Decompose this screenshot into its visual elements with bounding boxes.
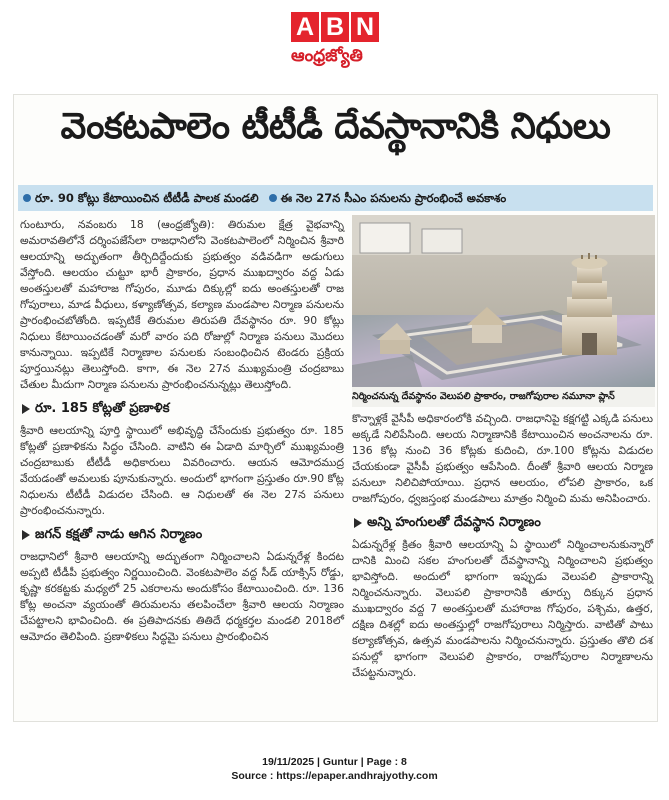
logo-letter-n: N bbox=[351, 12, 379, 42]
right-column bbox=[352, 411, 653, 683]
paragraph: శ్రీవారి ఆలయాన్ని పూర్తి స్థాయిలో అభివృద్ధి చేసేందుకు ప్రభుత్వం రూ. 185 కోట్లతో ప్రణాళికను సిద్ధం చేసింది. వాటిని ఈ ఏడాది మార్చిలో ముఖ్యమంత్రి చంద్రబాబుకు టీటీడీ అధికారులు వివరించారు. ఆయన ఆమోదముద్ర వేయడంతో అమలుకు పూనుకున్నారు. అందులో భాగంగా ప్రస్తుతం రూ.90 కోట్ల నిధులను టీటీడీ విడుదల చేసింది. ఆ నిధులతో ఈ నెల 27న పనులు ప్రారంభించనున్నారు. bbox=[20, 424, 344, 517]
temple-model-photo bbox=[352, 215, 655, 387]
article-headline: వెంకటపాలెం టీటీడీ దేవస్థానానికి నిధులు bbox=[60, 106, 611, 147]
photo-caption: నిర్మించనున్న దేవస్థానం వెలుపలి ప్రాకారం, రాజగోపురాల నమూనా ప్లాన్ bbox=[352, 387, 655, 407]
abn-andhrajyothy-logo bbox=[291, 12, 383, 82]
subheading bbox=[22, 399, 344, 419]
newspaper-clipping bbox=[13, 94, 658, 722]
paragraph: గుంటూరు, నవంబరు 18 (ఆంధ్రజ్యోతి): తిరుమల క్షేత్ర వైభవాన్ని అమరావతిలోనే దర్శింపజేసేలా రాజధానిలోని వెంకటపాలెంలో నిర్మించిన శ్రీవారి ఆలయాన్ని అద్భుతంగా తీర్చిదిద్దేందుకు ప్రభుత్వం వడివడిగా అడుగులు వేస్తోంది. ఆలయం చుట్టూ భారీ ప్రాకారం, ప్రధాన ముఖద్వారం వద్ద ఏడు అంతస్తులతో మహారాజ గోపురం, మూడు దిక్కుల్లో ఐదు అంతస్తులతో రాజ గోపురాలు, మాడ వీధులు, కళ్యాణోత్సవ, కల్యాణ మండపాల నిర్మాణ పనులను ప్రారంభించబోతోంది. ఇప్పటికే తిరుమల తిరుపతి దేవస్థానం రూ. 90 కోట్లు నిధులు కేటాయించడంతో మరో వారం పది రోజుల్లో నిర్మాణ పనులు మొదలు కానున్నాయి. ఇప్పటికే నిర్మాణాల పనులకు సంబంధించిన టెండరు ప్రక్రియ పూర్తయినట్లు తెలుస్తోంది. కాగా, ఈ నెల 27న ముఖ్యమంత్రి చంద్రబాబు చేతుల మీదుగా నిర్మాణ పనులను ప్రారంభించనున్నట్లు తెలుస్తోంది. bbox=[20, 218, 344, 391]
strap-item bbox=[18, 185, 264, 211]
triangle-bullet-icon bbox=[22, 530, 30, 540]
triangle-bullet-icon bbox=[354, 518, 362, 528]
subheading bbox=[22, 525, 344, 545]
subheading-text: రూ. 185 కోట్లతో ప్రణాళిక bbox=[35, 401, 170, 416]
subheading bbox=[354, 513, 653, 533]
left-column bbox=[20, 217, 344, 647]
paragraph: కొన్నాళ్లకే వైసీపీ అధికారంలోకి వచ్చింది. రాజధానిపై కక్షగట్టి ఎక్కడి పనులు అక్కడే నిలిపేసింది. ఆలయ నిర్మాణానికి కేటాయించిన అంచనాలను రూ. 136 కోట్ల నుంచి 36 కోట్లకు కుదించి, రూ.100 కోట్లను విడుదల చేయకుండా వైసీపీ ప్రభుత్వం ఆపేసింది. దీంతో శ్రీవారి ఆలయ నిర్మాణ పనులూ నిలిచిపోయాయి. ప్రధాన ఆలయం, లోపలి ప్రాకారం, ఒక రాజగోపురం, ధ్వజస్తంభ మండపాలు మాత్రం నిర్మించి మమ అనిపించారు. bbox=[352, 412, 653, 505]
paragraph: రాజధానిలో శ్రీవారి ఆలయాన్ని అద్భుతంగా నిర్మించాలని ఏడున్నరేళ్ల కిందట అప్పటి టీడీపీ ప్రభుత్వం నిర్ణయించింది. వెంకటపాలెం వద్ద సీడ్ యాక్సిస్ రోడ్డు, కృష్ణా కరకట్టకు మధ్యలో 25 ఎకరాలను అందుకోసం కేటాయించింది. రూ. 136 కోట్ల అంచనా వ్యయంతో తిరుమలను తలపించేలా శ్రీవారి ఆలయ నిర్మాణం చేపట్టాలని భావించింది. ఈ ప్రతిపాదనకు తితిదే ధర్మకర్తల మండలి 2018లో ఆమోదం తెలిపింది. ప్రణాళికలు సిద్ధమై పనులు ప్రారంభించిన bbox=[20, 550, 344, 643]
logo-letter-a: A bbox=[291, 12, 319, 42]
strap-text: రూ. 90 కోట్లు కేటాయించిన టీటీడీ పాలక మండలి bbox=[35, 191, 259, 205]
temple-model-image bbox=[352, 215, 655, 387]
logo-subtitle: ఆంధ్రజ్యోతి bbox=[291, 46, 363, 66]
abn-logo-letters bbox=[291, 12, 383, 42]
subheadline-strap bbox=[18, 185, 653, 211]
source-link[interactable]: Source : https://epaper.andhrajyothy.com bbox=[231, 770, 438, 782]
edition-info: 19/11/2025 | Guntur | Page : 8 bbox=[262, 756, 407, 768]
paragraph: ఏడున్నరేళ్ల క్రితం శ్రీవారి ఆలయాన్ని ఏ స్థాయిలో నిర్మించాలనుకున్నారో దానికి మించి సకల హంగులతో దేవస్థానాన్ని నిర్మించాలని ప్రభుత్వం భావిస్తోంది. అందులో భాగంగా ఇప్పుడు వెలుపలి ప్రాకారాన్ని నిర్మించనున్నారు. వెలుపలి ప్రాకారానికి తూర్పు దిక్కున ప్రధాన ముఖద్వారం వద్ద 7 అంతస్తులతో మహారాజ గోపురం, పశ్చిమ, ఉత్తర, దక్షిణ దిశల్లో ఐదు అంతస్తుల్లో రాజగోపురాలు నిర్మిస్తారు. వాటితో పాటు కల్యాణోత్సవ, ఉత్సవ మండపాలను నిర్మించనున్నారు. ప్రస్తుతం తొలి దశ పనుల్లో భాగంగా వెలుపలి ప్రాకారం, రాజగోపురాల నిర్మాణాలను చేపట్టనున్నారు. bbox=[352, 538, 653, 679]
subheading-text: అన్ని హంగులతో దేవస్థాన నిర్మాణం bbox=[367, 515, 541, 530]
strap-text: ఈ నెల 27న సీఎం పనులను ప్రారంభించే అవకాశం bbox=[280, 191, 507, 205]
triangle-bullet-icon bbox=[22, 404, 30, 414]
subheading-text: జగన్ కక్షతో నాడు ఆగిన నిర్మాణం bbox=[35, 527, 203, 542]
strap-item bbox=[264, 185, 512, 211]
bullet-dot-icon bbox=[269, 194, 277, 202]
logo-letter-b: B bbox=[321, 12, 349, 42]
bullet-dot-icon bbox=[23, 194, 31, 202]
page-footer bbox=[0, 755, 669, 783]
